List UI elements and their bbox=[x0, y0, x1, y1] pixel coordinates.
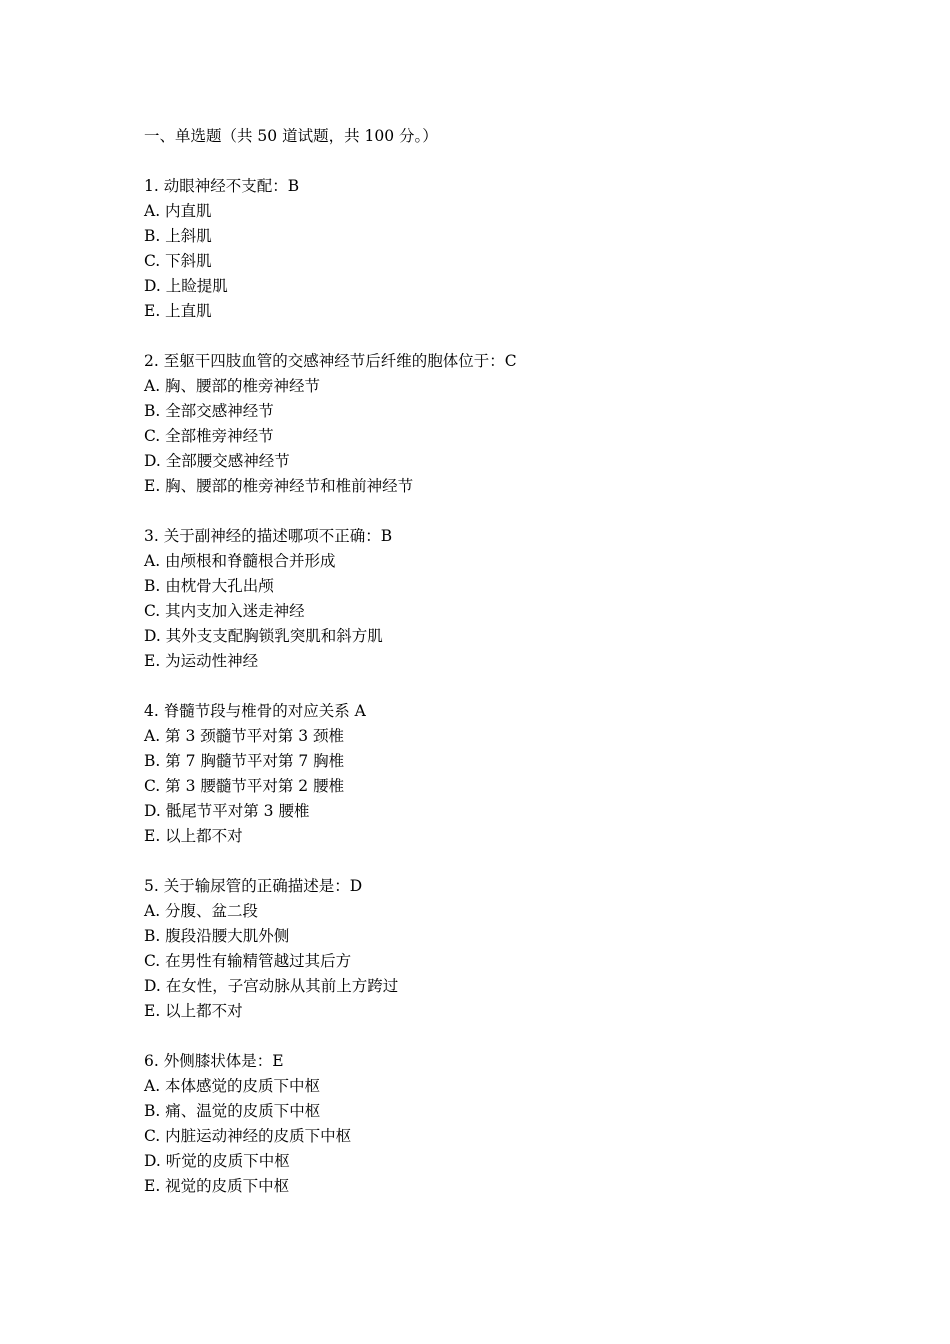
question-block bbox=[144, 874, 844, 1024]
blank-line bbox=[144, 674, 844, 699]
answer-option: A. 本体感觉的皮质下中枢 bbox=[144, 1077, 321, 1095]
answer-option: A. 胸、腰部的椎旁神经节 bbox=[144, 377, 321, 395]
answer-option: C. 第 3 腰髓节平对第 2 腰椎 bbox=[144, 777, 345, 795]
document-content bbox=[144, 124, 844, 1199]
answer-option: D. 骶尾节平对第 3 腰椎 bbox=[144, 802, 310, 820]
section-title: 一、单选题（共 50 道试题，共 100 分。） bbox=[144, 127, 438, 145]
answer-option: C. 下斜肌 bbox=[144, 252, 212, 270]
question-stem: 3. 关于副神经的描述哪项不正确：B bbox=[144, 527, 393, 545]
answer-option: E. 上直肌 bbox=[144, 302, 212, 320]
answer-option: A. 分腹、盆二段 bbox=[144, 902, 259, 920]
answer-option: B. 第 7 胸髓节平对第 7 胸椎 bbox=[144, 752, 345, 770]
question-block bbox=[144, 349, 844, 499]
answer-option: B. 上斜肌 bbox=[144, 227, 212, 245]
blank-line bbox=[144, 499, 844, 524]
answer-option: B. 腹段沿腰大肌外侧 bbox=[144, 927, 290, 945]
answer-option: D. 上睑提肌 bbox=[144, 277, 228, 295]
answer-option: D. 其外支支配胸锁乳突肌和斜方肌 bbox=[144, 627, 383, 645]
answer-option: D. 听觉的皮质下中枢 bbox=[144, 1152, 290, 1170]
answer-option: E. 以上都不对 bbox=[144, 827, 243, 845]
answer-option: A. 由颅根和脊髓根合并形成 bbox=[144, 552, 336, 570]
answer-option: E. 以上都不对 bbox=[144, 1002, 243, 1020]
question-stem: 1. 动眼神经不支配：B bbox=[144, 177, 300, 195]
blank-line bbox=[144, 849, 844, 874]
answer-option: C. 全部椎旁神经节 bbox=[144, 427, 274, 445]
question-block bbox=[144, 1049, 844, 1199]
answer-option: B. 痛、温觉的皮质下中枢 bbox=[144, 1102, 321, 1120]
answer-option: E. 视觉的皮质下中枢 bbox=[144, 1177, 290, 1195]
answer-option: E. 胸、腰部的椎旁神经节和椎前神经节 bbox=[144, 477, 414, 495]
answer-option: C. 其内支加入迷走神经 bbox=[144, 602, 305, 620]
blank-line bbox=[144, 324, 844, 349]
answer-option: E. 为运动性神经 bbox=[144, 652, 259, 670]
answer-option: D. 在女性，子宫动脉从其前上方跨过 bbox=[144, 977, 399, 995]
answer-option: A. 第 3 颈髓节平对第 3 颈椎 bbox=[144, 727, 344, 745]
question-block bbox=[144, 524, 844, 674]
blank-line bbox=[144, 1024, 844, 1049]
answer-option: C. 在男性有输精管越过其后方 bbox=[144, 952, 352, 970]
answer-option: A. 内直肌 bbox=[144, 202, 212, 220]
answer-option: B. 由枕骨大孔出颅 bbox=[144, 577, 274, 595]
answer-option: C. 内脏运动神经的皮质下中枢 bbox=[144, 1127, 352, 1145]
question-block bbox=[144, 699, 844, 849]
question-block bbox=[144, 174, 844, 324]
question-stem: 5. 关于输尿管的正确描述是：D bbox=[144, 877, 363, 895]
answer-option: D. 全部腰交感神经节 bbox=[144, 452, 290, 470]
question-stem: 2. 至躯干四肢血管的交感神经节后纤维的胞体位于：C bbox=[144, 352, 517, 370]
question-list bbox=[144, 149, 844, 1199]
answer-option: B. 全部交感神经节 bbox=[144, 402, 274, 420]
question-stem: 4. 脊髓节段与椎骨的对应关系 A bbox=[144, 702, 366, 720]
blank-line bbox=[144, 149, 844, 174]
question-stem: 6. 外侧膝状体是：E bbox=[144, 1052, 284, 1070]
